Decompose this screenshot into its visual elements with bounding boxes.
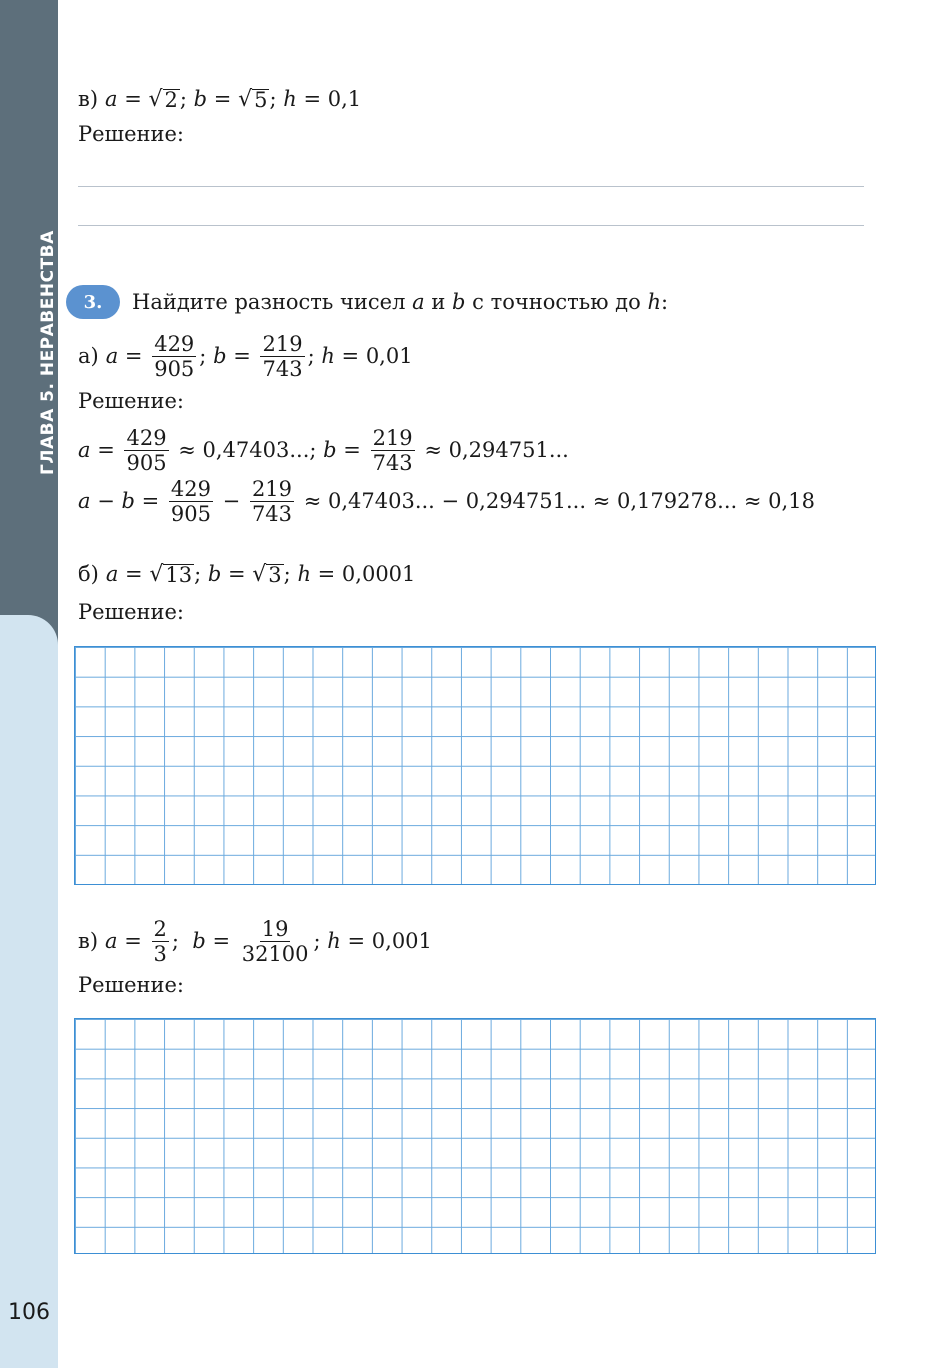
solution-step-1: a = $\frac{429}{905}$ ≈ 0,47403... ; b = $\frac{219}{743}$ ≈ 0,294751... [78, 426, 569, 476]
fraction: $\frac{19}{32100}$ [241, 917, 309, 967]
fraction: $\frac{219}{743}$ [251, 477, 293, 527]
fraction: $\frac{429}{905}$ [170, 477, 211, 527]
solution-label: Решение: [78, 389, 185, 413]
task-statement: Найдите разность чисел a и b с точностью до h : [132, 290, 669, 314]
fraction: $\frac{219}{743}$ [372, 426, 413, 476]
part-v-condition: в) a = $\frac{2}{3}$ ; b = $\frac{19}{32100}$ ; h = 0,001 [78, 917, 432, 967]
part-b-condition: б) a = √ 13 ; b = √ 3 ; h = 0,0001 [78, 562, 416, 587]
part-v-prev-condition: в) a = √ 2 ; b = √ 5 ; h = 0,1 [78, 87, 362, 112]
answer-grid-v[interactable] [74, 1018, 876, 1254]
solution-label: Решение: [78, 122, 185, 146]
fraction: $\frac{429}{905}$ [126, 426, 167, 476]
sqrt-b: √ 5 [238, 87, 268, 112]
page-number: 106 [8, 1300, 50, 1325]
part-a-condition: а) a = $\frac{429}{905}$ ; b = $\frac{219}{743}$ ; h = 0,01 [78, 332, 413, 382]
fraction: $\frac{2}{3}$ [153, 917, 167, 967]
sidebar-lower [0, 655, 58, 1368]
sqrt-b: √ 3 [252, 562, 282, 587]
task-number-badge: 3. [66, 285, 120, 319]
sqrt-a: √ 13 [149, 562, 193, 587]
solution-step-2: a − b = $\frac{429}{905}$ − $\frac{219}{743}$ ≈ 0,47403... − 0,294751... ≈ 0,179278... ≈ 0,18 [78, 477, 815, 527]
solution-label: Решение: [78, 600, 185, 624]
answer-line [78, 225, 864, 226]
fraction: $\frac{429}{905}$ [154, 332, 195, 382]
solution-label: Решение: [78, 973, 185, 997]
sqrt-a: √ 2 [148, 87, 178, 112]
answer-grid-b[interactable] [74, 646, 876, 885]
chapter-label: ГЛАВА 5. НЕРАВЕНСТВА [38, 230, 58, 475]
fraction: $\frac{219}{743}$ [262, 332, 303, 382]
answer-line [78, 186, 864, 187]
